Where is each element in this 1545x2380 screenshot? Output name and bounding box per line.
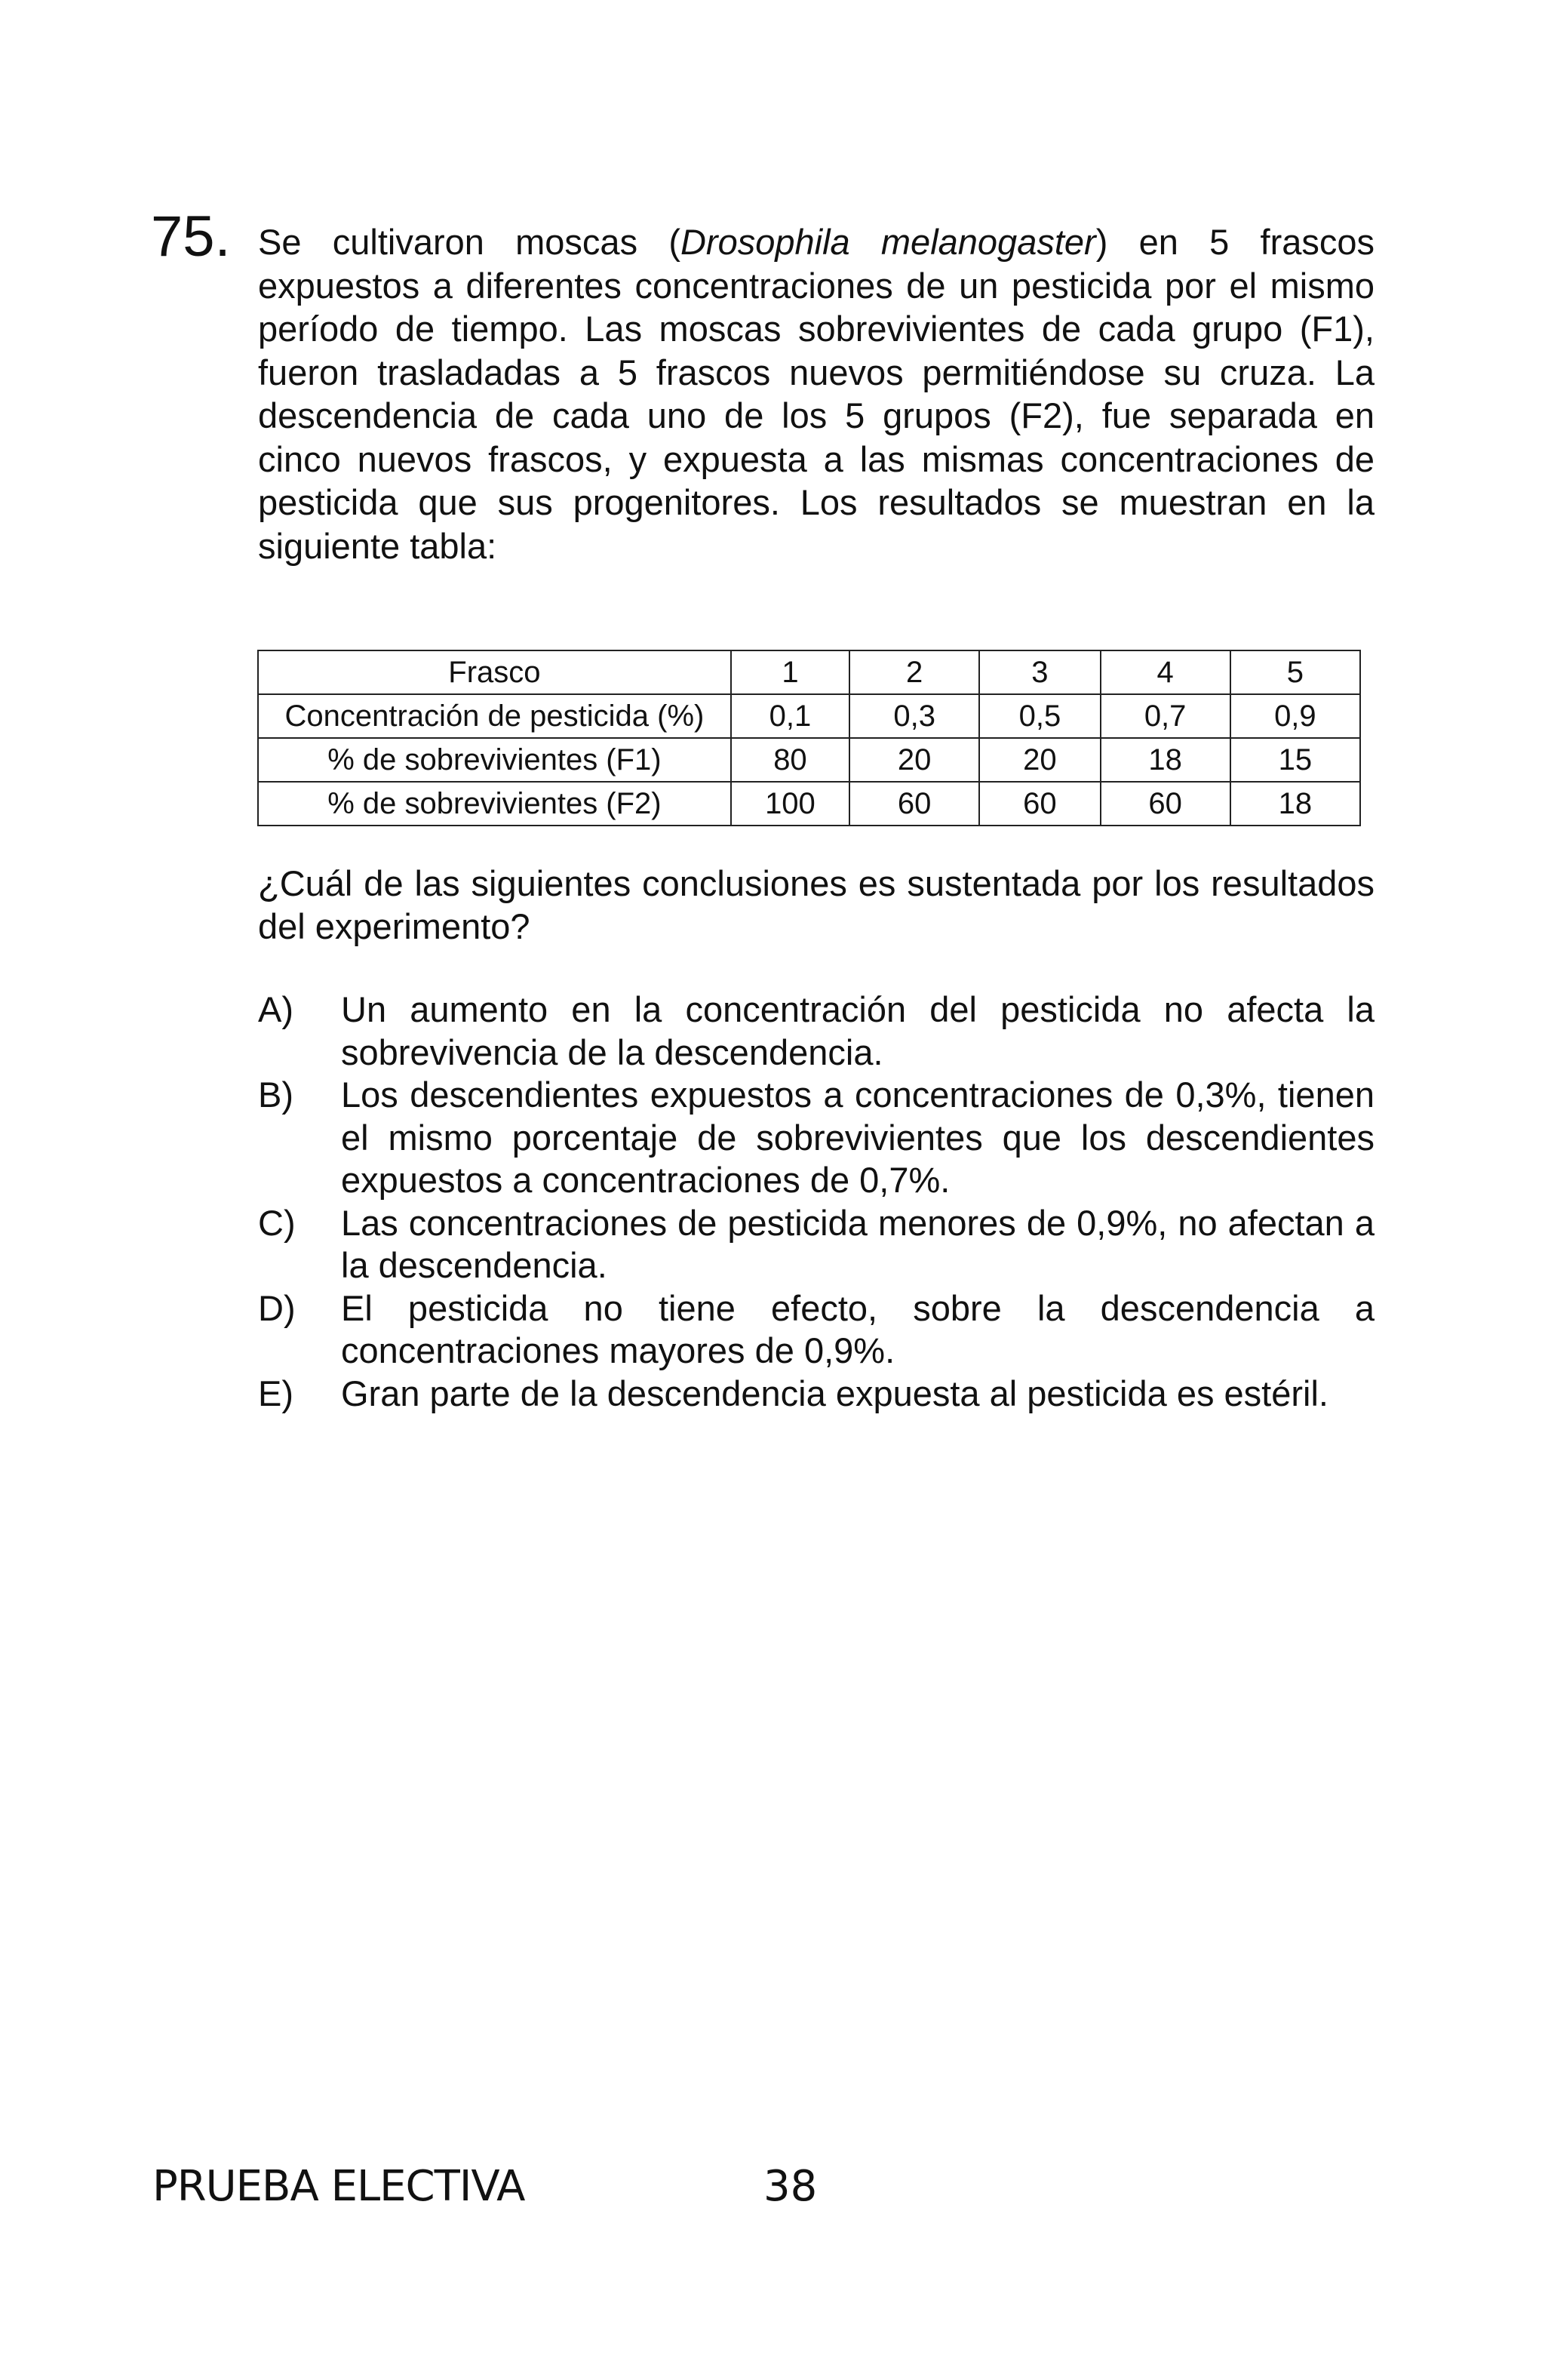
table-cell: 0,1	[731, 694, 849, 738]
row-label: Frasco	[258, 650, 731, 694]
table-cell: 5	[1230, 650, 1360, 694]
option-text: Gran parte de la descendencia expuesta al pesticida es estéril.	[341, 1373, 1328, 1413]
table-cell: 18	[1101, 738, 1230, 782]
table-row-frasco	[258, 650, 1360, 694]
question-stem	[258, 220, 1375, 567]
option-a	[258, 989, 1375, 1074]
table-cell: 60	[849, 782, 979, 826]
option-letter: C)	[258, 1202, 296, 1243]
table-row-f2	[258, 782, 1360, 826]
table-cell: 100	[731, 782, 849, 826]
results-table	[257, 650, 1361, 826]
table-cell: 4	[1101, 650, 1230, 694]
question-prompt: ¿Cuál de las siguientes conclusiones es sustentada por los resultados del experimento?	[258, 863, 1375, 946]
row-label: Concentración de pesticida (%)	[258, 694, 731, 738]
table-cell: 0,5	[979, 694, 1100, 738]
page-number: 38	[763, 2162, 818, 2211]
table-row-f1	[258, 738, 1360, 782]
option-letter: B)	[258, 1075, 293, 1115]
row-label: % de sobrevivientes (F1)	[258, 738, 731, 782]
table-cell: 1	[731, 650, 849, 694]
row-label: % de sobrevivientes (F2)	[258, 782, 731, 826]
question-number: 75.	[151, 204, 231, 269]
table-cell: 18	[1230, 782, 1360, 826]
option-text: Un aumento en la concentración del pesticida no afecta la sobrevivencia de la descendencia.	[341, 989, 1375, 1072]
table-cell: 60	[1101, 782, 1230, 826]
table-cell: 15	[1230, 738, 1360, 782]
option-text: Las concentraciones de pesticida menores de 0,9%, no afectan a la descendencia.	[341, 1202, 1375, 1285]
table-cell: 0,9	[1230, 694, 1360, 738]
table-cell: 0,3	[849, 694, 979, 738]
option-letter: E)	[258, 1373, 293, 1413]
table-cell: 0,7	[1101, 694, 1230, 738]
table-cell: 20	[979, 738, 1100, 782]
table-cell: 20	[849, 738, 979, 782]
footer-section-title: PRUEBA ELECTIVA	[152, 2162, 525, 2211]
option-text: Los descendientes expuestos a concentraciones de 0,3%, tienen el mismo porcentaje de sobrevivientes que los descendientes expuestos a concentraciones de 0,7%.	[341, 1075, 1375, 1200]
option-e	[258, 1373, 1375, 1416]
answer-options	[258, 989, 1375, 1415]
stem-text-start: Se cultivaron moscas (	[258, 222, 680, 262]
table-cell: 3	[979, 650, 1100, 694]
option-b	[258, 1074, 1375, 1202]
table-cell: 60	[979, 782, 1100, 826]
table-cell: 80	[731, 738, 849, 782]
option-c	[258, 1202, 1375, 1287]
option-d	[258, 1287, 1375, 1373]
table-cell: 2	[849, 650, 979, 694]
stem-text-end: ) en 5 frascos expuestos a diferentes concentraciones de un pesticida por el mismo período de tiempo. Las moscas sobrevivientes de cada grupo (F1), fueron trasladadas a 5 frascos nuevos permitiéndose su cruza. La descendencia de cada uno de los 5 grupos (F2), fue separada en cinco nuevos frascos, y expuesta a las mismas concentraciones de pesticida que sus progenitores. Los resultados se muestran en la siguiente tabla:	[258, 222, 1375, 566]
option-text: El pesticida no tiene efecto, sobre la descendencia a concentraciones mayores de 0,9%.	[341, 1287, 1375, 1370]
option-letter: A)	[258, 989, 293, 1029]
option-letter: D)	[258, 1287, 296, 1328]
species-name: Drosophila melanogaster	[680, 222, 1096, 262]
table-row-concentracion	[258, 694, 1360, 738]
